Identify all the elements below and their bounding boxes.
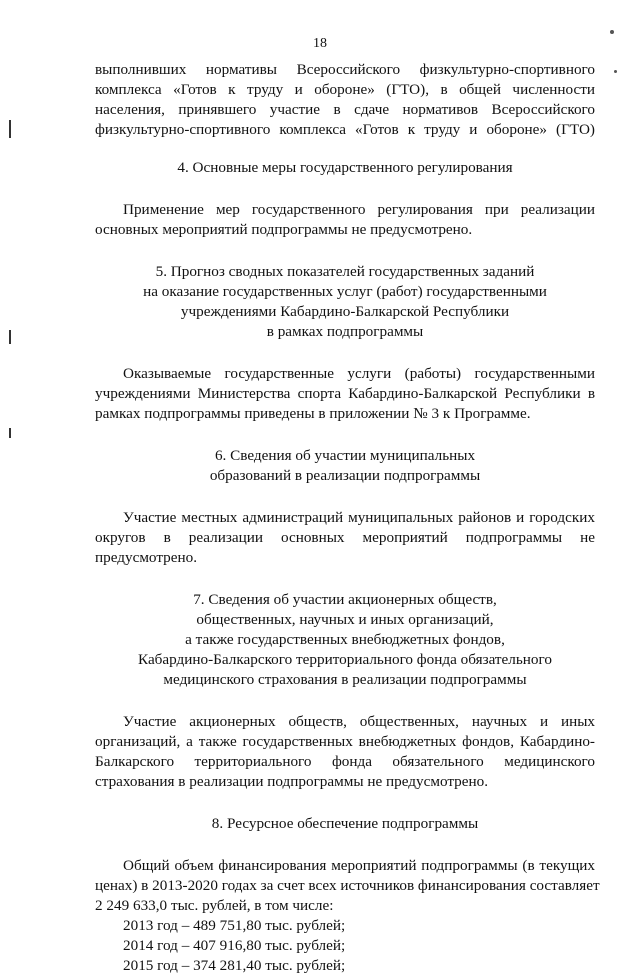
section-7-heading (95, 590, 595, 690)
section-5-heading (95, 262, 595, 342)
heading-line: 7. Сведения об участии акционерных обществ, (193, 591, 497, 608)
paragraph-line: Балкарского территориального фонда обязательного медицинского (95, 753, 595, 770)
intro-paragraph (95, 60, 595, 140)
section-5-paragraph (95, 364, 595, 424)
heading-line: на оказание государственных услуг (работ) государственными (143, 283, 547, 300)
heading-line: 8. Ресурсное обеспечение подпрограммы (211, 815, 479, 832)
scan-margin-mark (9, 120, 11, 138)
paragraph-line: 2 249 633,0 тыс. рублей, в том числе: (95, 897, 334, 914)
paragraph-line: населения, принявшего участие в сдаче нормативов Всероссийского (95, 101, 595, 118)
section-8-heading (95, 814, 595, 834)
paragraph-line: предусмотрено. (95, 549, 198, 566)
scan-margin-mark (9, 428, 11, 438)
heading-line: медицинского страхования в реализации подпрограммы (163, 671, 527, 688)
section-7-paragraph (95, 712, 595, 792)
section-4-heading (95, 158, 595, 178)
page-number: 18 (313, 36, 327, 51)
paragraph-line: организаций, а также государственных внебюджетных фондов, Кабардино- (95, 733, 595, 750)
paragraph-line: комплекса «Готов к труду и обороне» (ГТО), в общей численности (95, 81, 595, 98)
heading-line: а также государственных внебюджетных фондов, (185, 631, 505, 648)
paragraph-line: ценах) в 2013-2020 годах за счет всех источников финансирования составляет (95, 877, 600, 894)
paragraph-line: учреждениями Министерства спорта Кабардино-Балкарской Республики в (95, 385, 595, 402)
paragraph-line: физкультурно-спортивного комплекса «Готов к труду и обороне» (ГТО) (95, 121, 595, 138)
paragraph-line: Оказываемые государственные услуги (работы) государственными (123, 365, 595, 382)
section-8-paragraph (95, 856, 600, 916)
paragraph-line: основных мероприятий подпрограммы не предусмотрено. (95, 221, 473, 238)
paragraph-line: Участие местных администраций муниципальных районов и городских (123, 509, 595, 526)
section-6-paragraph (95, 508, 595, 568)
funding-by-year-list (95, 916, 595, 976)
paragraph-line: страхования в реализации подпрограммы не предусмотрено. (95, 773, 489, 790)
heading-line: 6. Сведения об участии муниципальных (214, 447, 476, 464)
scan-speck (614, 70, 617, 73)
paragraph-line: Общий объем финансирования мероприятий подпрограммы (в текущих (123, 857, 595, 874)
heading-line: общественных, научных и иных организаций, (196, 611, 494, 628)
section-4-paragraph (95, 200, 595, 240)
paragraph-line: рамках подпрограммы приведены в приложении № 3 к Программе. (95, 405, 531, 422)
heading-line: образований в реализации подпрограммы (209, 467, 481, 484)
heading-line: Кабардино-Балкарского территориального фонда обязательного (138, 651, 552, 668)
section-6-heading (95, 446, 595, 486)
paragraph-line: округов в реализации основных мероприятий подпрограммы не (95, 529, 595, 546)
heading-line: 5. Прогноз сводных показателей государственных заданий (155, 263, 535, 280)
paragraph-line: Участие акционерных обществ, общественных, научных и иных (123, 713, 595, 730)
scan-margin-mark (9, 330, 11, 344)
paragraph-line: выполнивших нормативы Всероссийского физкультурно-спортивного (95, 61, 595, 78)
document-body (95, 60, 600, 976)
list-item: 2013 год – 489 751,80 тыс. рублей; (123, 917, 346, 934)
heading-line: 4. Основные меры государственного регулирования (177, 159, 513, 176)
list-item: 2014 год – 407 916,80 тыс. рублей; (123, 937, 346, 954)
list-item: 2015 год – 374 281,40 тыс. рублей; (123, 957, 346, 974)
paragraph-line: Применение мер государственного регулирования при реализации (123, 201, 595, 218)
scan-speck (610, 30, 614, 34)
heading-line: в рамках подпрограммы (266, 323, 424, 340)
heading-line: учреждениями Кабардино-Балкарской Республики (180, 303, 510, 320)
